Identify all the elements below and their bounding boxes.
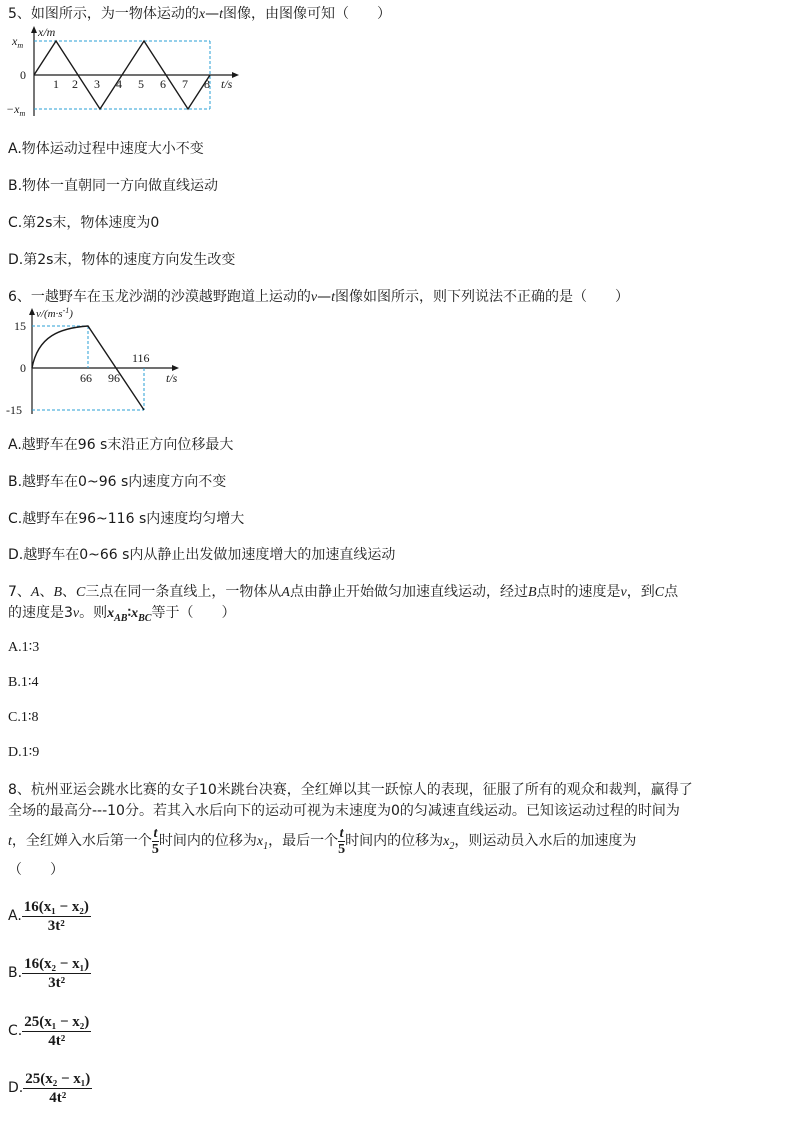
q6-y-label: $v/(m\cdot s^{-1})$ [36, 306, 73, 320]
q5-tick-4: 4 [116, 77, 122, 91]
q6-t96-label: 96 [108, 371, 120, 385]
q5-tick-6: 6 [160, 77, 166, 91]
q7-option-b[interactable]: B.1∶4 [8, 675, 39, 690]
q6-yneg15-label: -15 [6, 403, 22, 417]
q5-xm-label: $x_m$ [12, 34, 24, 50]
q8-stem-line1: 8、杭州亚运会跳水比赛的女子10米跳台决赛，全红婵以其一跃惊人的表现，征服了所有的观众和裁判，赢得了 [8, 782, 693, 798]
q5-option-b[interactable]: B.物体一直朝同一方向做直线运动 [8, 178, 219, 194]
q5-tick-7: 7 [182, 77, 188, 91]
q6-option-a[interactable]: A.越野车在96 s末沿正方向位移最大 [8, 437, 234, 453]
q6-t66-label: 66 [80, 371, 92, 385]
q6-y15-label: 15 [14, 319, 26, 333]
q5-xt-graph [6, 24, 246, 122]
q8-option-a-fraction: $\frac{\text{16(x₁ − x₂)}}{\text{3t²}}$ [23, 898, 89, 934]
q5-option-d[interactable]: D.第2s末，物体的速度方向发生改变 [8, 252, 236, 268]
q8-frac-t5-last: $\frac{t}{5}$ [338, 825, 346, 857]
q8-stem-line2: 全场的最高分---10分。若其入水后向下的运动可视为末速度为0的匀减速直线运动。已知该运动过程的时间为 [8, 803, 680, 819]
q5-tick-2: 2 [72, 77, 78, 91]
q8-option-c[interactable]: C. $\frac{\text{25(x₁ − x₂)}}{\text{4t²}}$ [8, 1013, 90, 1049]
q5-tick-1: 1 [53, 77, 59, 91]
q6-stem: 6、一越野车在玉龙沙湖的沙漠越野跑道上运动的v—t图像如图所示，则下列说法不正确的是（ ） [8, 289, 630, 305]
q6-t116-label: 116 [132, 351, 150, 365]
q8-option-d[interactable]: D. $\frac{\text{25(x₂ − x₁)}}{\text{4t²}}$ [8, 1070, 91, 1106]
q5-y-label: x/m [38, 25, 56, 39]
q6-option-b[interactable]: B.越野车在0~96 s内速度方向不变 [8, 474, 227, 490]
q8-option-c-fraction: $\frac{\text{25(x₁ − x₂)}}{\text{4t²}}$ [24, 1013, 90, 1049]
q5-tick-5: 5 [138, 77, 144, 91]
q6-x-label: t/s [166, 371, 178, 385]
q5-option-a[interactable]: A.物体运动过程中速度大小不变 [8, 141, 204, 157]
q8-stem-line4: （ ） [8, 862, 64, 878]
q7-option-a[interactable]: A.1∶3 [8, 640, 40, 655]
q5-tick-3: 3 [94, 77, 100, 91]
q8-option-b[interactable]: B. $\frac{\text{16(x₂ − x₁)}}{\text{3t²}}$ [8, 955, 90, 991]
q5-origin-label: 0 [20, 68, 26, 82]
q7-xbc: $x_{BC}$ [131, 606, 152, 624]
q8-option-a[interactable]: A. $\frac{\text{16(x₁ − x₂)}}{\text{3t²}}$ [8, 898, 89, 934]
q6-y0-label: 0 [20, 361, 26, 375]
q8-stem-line3: t，全红婵入水后第一个 $\frac{t}{5}$ 时间内的位移为$x_1$，最后一个 $\frac{t}{5}$ 时间内的位移为$x_2$，则运动员入水后的加速度为 [8, 825, 637, 857]
q5-stem: 5、如图所示，为一物体运动的x—t图像，由图像可知（ ） [8, 6, 392, 22]
q7-stem-line2: 的速度是3v。则$x_{AB}∶x_{BC}$等于（ ） [8, 605, 236, 624]
q8-x1: $x_1$ [256, 834, 269, 852]
q5-negxm-label: $-x_m$ [6, 102, 26, 118]
q6-option-d[interactable]: D.越野车在0~66 s内从静止出发做加速度增大的加速直线运动 [8, 547, 396, 563]
q8-x2: $x_2$ [443, 834, 455, 852]
q7-option-d[interactable]: D.1∶9 [8, 745, 40, 760]
q8-option-d-fraction: $\frac{\text{25(x₂ − x₁)}}{\text{4t²}}$ [25, 1070, 91, 1106]
q7-stem-line1: 7、A、B、C三点在同一条直线上，一物体从A点由静止开始做匀加速直线运动，经过B点时的速度是v，到C点 [8, 584, 679, 600]
q8-frac-t5-first: $\frac{t}{5}$ [151, 825, 159, 857]
q7-xab: $x_{AB}$ [107, 606, 128, 624]
q8-option-b-fraction: $\frac{\text{16(x₂ − x₁)}}{\text{3t²}}$ [24, 955, 90, 991]
q6-option-c[interactable]: C.越野车在96~116 s内速度均匀增大 [8, 511, 245, 527]
q5-tick-8: 8 [204, 77, 210, 91]
q5-x-label: t/s [221, 77, 233, 91]
q6-vt-graph [4, 306, 194, 418]
q7-option-c[interactable]: C.1∶8 [8, 710, 39, 725]
q5-option-c[interactable]: C.第2s末，物体速度为0 [8, 215, 160, 231]
